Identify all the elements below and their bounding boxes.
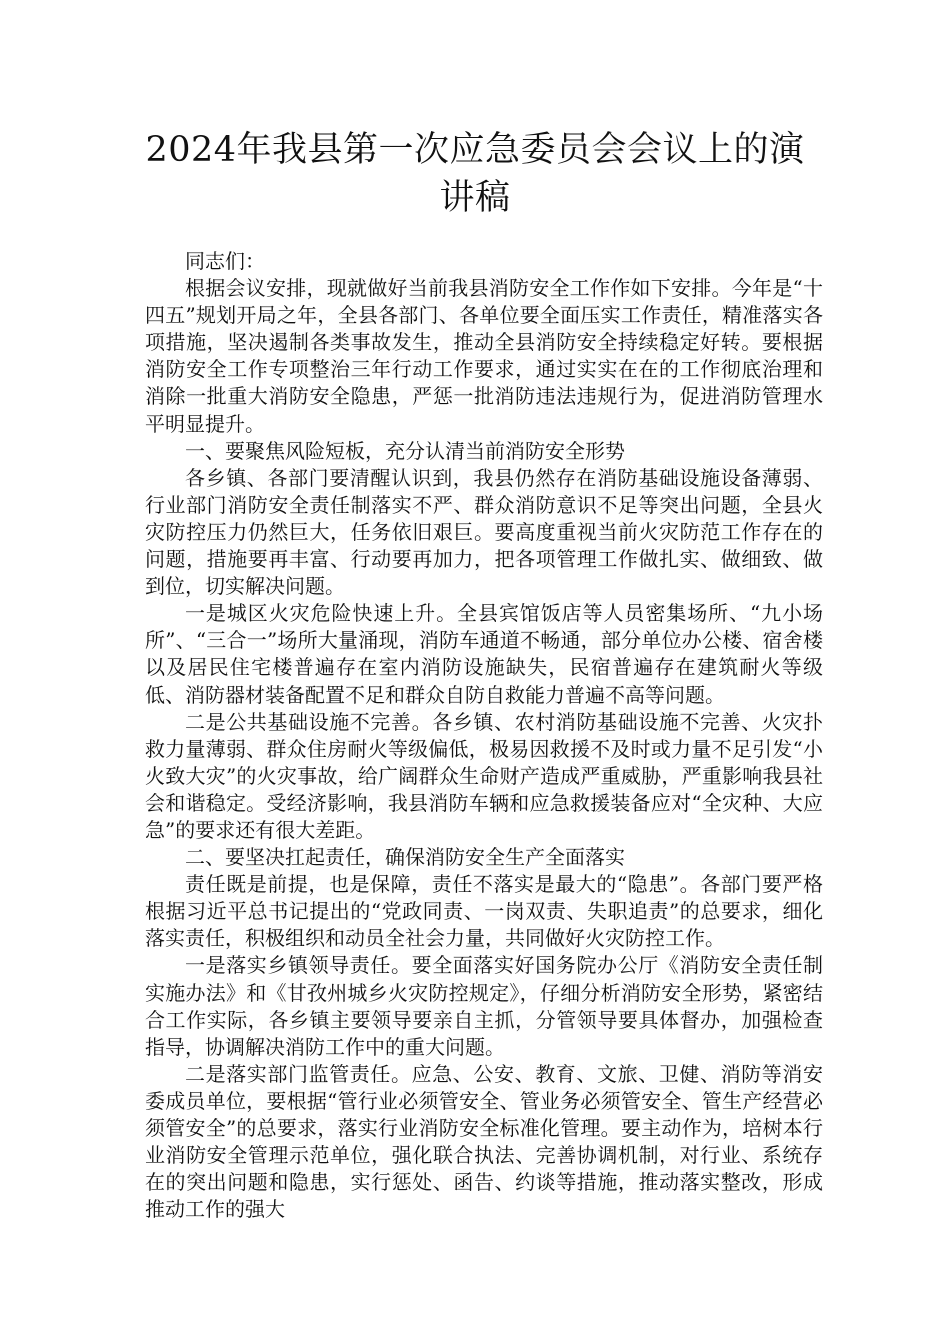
section-heading-2: 二、要坚决扛起责任，确保消防安全生产全面落实 [185, 845, 625, 870]
document-title: 2024年我县第一次应急委员会会议上的演讲稿 [145, 130, 805, 218]
paragraph-section-1: 各乡镇、各部门要清醒认识到，我县仍然存在消防基础设施设备薄弱、行业部门消防安全责任制落实不严、群众消防意识不足等突出问题，全县火灾防控压力仍然巨大，任务依旧艰巨。要高度重视当前火灾防范工作存在的问题，措施要再丰富、行动要再加力，把各项管理工作做扎实、做细致、做到位，切实解决问题。 [145, 465, 823, 599]
paragraph-point-1-1: 一是城区火灾危险快速上升。全县宾馆饭店等人员密集场所、“九小场所”、“三合一”场所大量涌现，消防车通道不畅通，部分单位办公楼、宿舍楼以及居民住宅楼普遍存在室内消防设施缺失，民宿普遍存在建筑耐火等级低、消防器材装备配置不足和群众自防自救能力普遍不高等问题。 [145, 601, 823, 707]
paragraph-intro: 根据会议安排，现就做好当前我县消防安全工作作如下安排。今年是“十四五”规划开局之年，全县各部门、各单位要全面压实工作责任，精准落实各项措施，坚决遏制各类事故发生，推动全县消防安全持续稳定好转。要根据消防安全工作专项整治三年行动工作要求，通过实实在在的工作彻底治理和消除一批重大消防安全隐患，严惩一批消防违法违规行为，促进消防管理水平明显提升。 [145, 276, 823, 436]
paragraph-point-1-2: 二是公共基础设施不完善。各乡镇、农村消防基础设施不完善、火灾扑救力量薄弱、群众住房耐火等级偏低，极易因救援不及时或力量不足引发“小火致大灾”的火灾事故，给广阔群众生命财产造成严重威胁，严重影响我县社会和谐稳定。受经济影响，我县消防车辆和应急救援装备应对“全灾种、大应急”的要求还有很大差距。 [145, 709, 823, 842]
paragraph-point-2-2: 二是落实部门监管责任。应急、公安、教育、文旅、卫健、消防等消安委成员单位，要根据“管行业必须管安全、管业务必须管安全、管生产经营必须管安全”的总要求，落实行业消防安全标准化管理。要主动作为，培树本行业消防安全管理示范单位，强化联合执法、完善协调机制，对行业、系统存在的突出问题和隐患，实行惩处、函告、约谈等措施，推动落实整改，形成推动工作的强大 [145, 1061, 823, 1222]
salutation: 同志们： [185, 249, 265, 273]
paragraph-point-2-1: 一是落实乡镇领导责任。要全面落实好国务院办公厅《消防安全责任制实施办法》和《甘孜州城乡火灾防控规定》，仔细分析消防安全形势，紧密结合工作实际，各乡镇主要领导要亲自主抓，分管领导要具体督办，加强检查指导，协调解决消防工作中的重大问题。 [145, 953, 823, 1059]
section-heading-1: 一、要聚焦风险短板，充分认清当前消防安全形势 [185, 438, 625, 463]
paragraph-section-2: 责任既是前提，也是保障，责任不落实是最大的“隐患”。各部门要严格根据习近平总书记提出的“党政同责、一岗双责、失职追责”的总要求，细化落实责任，积极组织和动员全社会力量，共同做好火灾防控工作。 [145, 872, 823, 951]
document-body [145, 248, 823, 1223]
